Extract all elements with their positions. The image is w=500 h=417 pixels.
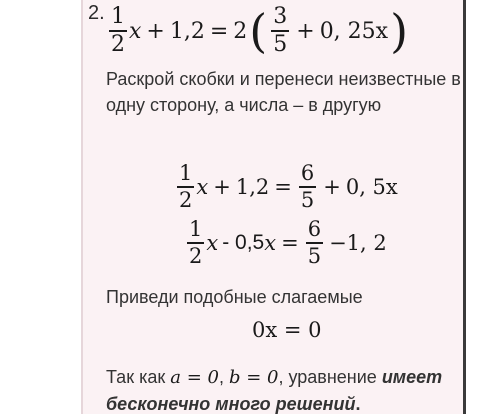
left-paren: (: [249, 4, 268, 58]
step1-equation-line2: $\frac{1}{2}$ x - 0,5 x = $\frac{6}{5}$ −1, 2: [189, 217, 387, 268]
emphasis-has: имеет: [381, 367, 443, 387]
fraction-six-fifths: $\frac{6}{5}$: [300, 161, 315, 212]
step1-equation-line1: $\frac{1}{2}$ x + 1,2 = $\frac{6}{5}$ + 0, 5x: [179, 161, 398, 212]
fraction-one-half: $\frac{1}{2}$: [189, 217, 203, 268]
fraction-six-fifths: $\frac{6}{5}$: [307, 217, 322, 268]
emphasis-infinitely-many: бесконечно много решений: [106, 394, 356, 414]
a-equals-zero: a = 0: [170, 367, 219, 388]
conclusion: Так как a = 0, b = 0, уравнение имеет бесконечно много решений.: [106, 367, 443, 414]
fraction-three-fifths: $\frac{3}{5}$: [273, 4, 288, 57]
fraction-one-half: $\frac{1}{2}$: [111, 4, 125, 57]
step2-result: 0x = 0: [252, 318, 322, 342]
step1-instruction: Раскрой скобки и перенеси неизвестные в одну сторону, а числа – в другую: [106, 69, 461, 115]
step2-instruction: Приведи подобные слагаемые: [106, 287, 363, 307]
fraction-one-half: $\frac{1}{2}$: [179, 161, 193, 212]
problem-equation: $\frac{1}{2}$ x + 1,2 = 2 ( $\frac{3}{5}$ + 0, 25x ): [111, 4, 409, 58]
problem-number: 2.: [88, 2, 105, 24]
b-equals-zero: b = 0: [228, 367, 279, 388]
right-paren: ): [390, 4, 409, 58]
card-left-border: [81, 0, 83, 414]
